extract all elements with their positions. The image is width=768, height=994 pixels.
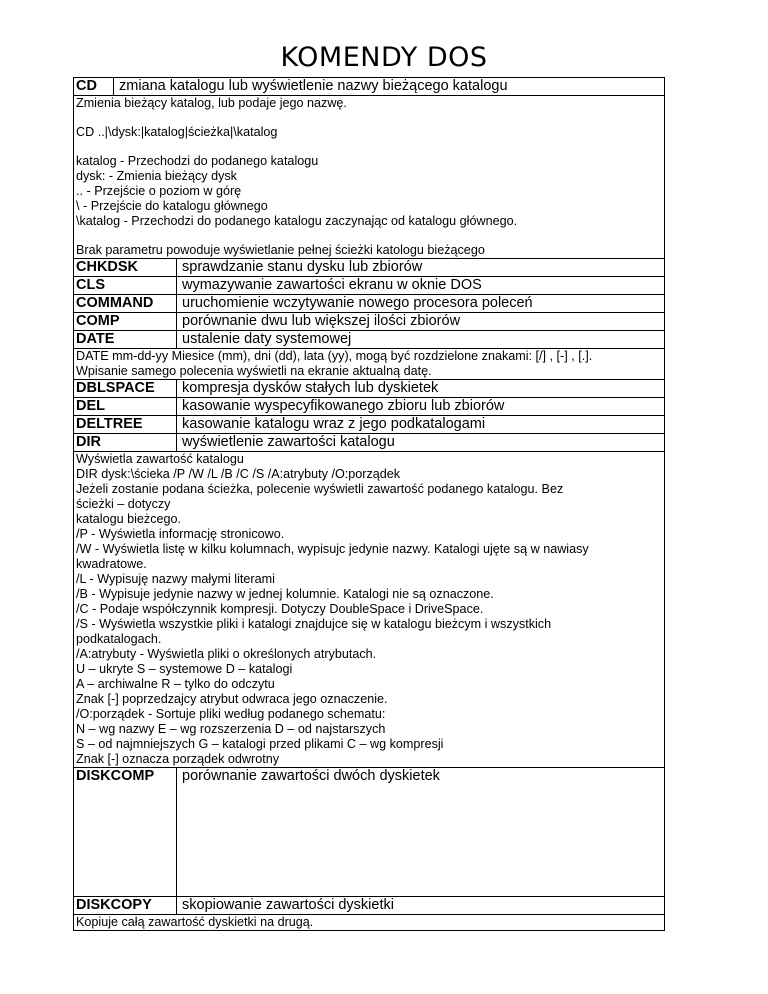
command-description: skopiowanie zawartości dyskietki	[182, 897, 394, 913]
note-line: \ - Przejście do katalogu głównego	[76, 199, 268, 213]
command-description: sprawdzanie stanu dysku lub zbiorów	[182, 259, 423, 275]
table-row	[74, 295, 664, 313]
diskcopy-notes	[74, 915, 317, 930]
note-line: Wpisanie samego polecenia wyświetli na ekranie aktualną datę.	[76, 364, 432, 378]
cd-notes-row	[74, 96, 664, 259]
table-row-diskcomp	[74, 768, 664, 897]
note-line: Znak [-] oznacza porządek odwrotny	[76, 752, 280, 766]
note-line: /B - Wypisuje jedynie nazwy w jednej kolumnie. Katalogi nie są oznaczone.	[76, 587, 494, 601]
command-description: zmiana katalogu lub wyświetlenie nazwy bieżącego katalogu	[119, 78, 508, 94]
note-line: Brak parametru powoduje wyświetlanie pełnej ścieżki katologu bieżącego	[76, 243, 485, 257]
note-line: /L - Wypisuję nazwy małymi literami	[76, 572, 275, 586]
command-description: kompresja dysków stałych lub dyskietek	[182, 380, 439, 396]
note-line: /P - Wyświetla informację stronicowo.	[76, 527, 285, 541]
command-name: DBLSPACE	[74, 380, 177, 397]
note-line: Zmienia bieżący katalog, lub podaje jego nazwę.	[76, 96, 347, 110]
note-line: dysk: - Zmienia bieżący dysk	[76, 169, 237, 183]
note-line: /O:porządek - Sortuje pliki według podanego schematu:	[76, 707, 386, 721]
note-line: N – wg nazwy E – wg rozszerzenia D – od najstarszych	[76, 722, 386, 736]
note-line: DIR dysk:\ścieka /P /W /L /B /C /S /A:atrybuty /O:porządek	[76, 467, 401, 481]
table-row-diskcopy	[74, 897, 664, 915]
command-name: DATE	[74, 331, 177, 348]
table-row	[74, 398, 664, 416]
command-name: COMMAND	[74, 295, 177, 312]
note-line: katalogu bieżcego.	[76, 512, 182, 526]
dir-notes	[74, 452, 593, 767]
note-line: kwadratowe.	[76, 557, 147, 571]
command-description: kasowanie wyspecyfikowanego zbioru lub zbiorów	[182, 398, 505, 414]
page-title: KOMENDY DOS	[280, 42, 488, 73]
note-line: DATE mm-dd-yy Miesice (mm), dni (dd), lata (yy), mogą być rozdzielone znakami: [/] , [-] , [.].	[76, 349, 593, 363]
note-line: Znak [-] poprzedzajcy atrybut odwraca jego oznaczenie.	[76, 692, 388, 706]
table-row	[74, 313, 664, 331]
table-row	[74, 380, 664, 398]
command-name: DISKCOPY	[74, 897, 177, 914]
commands-table	[73, 77, 665, 931]
command-description: uruchomienie wczytywanie nowego procesora poleceń	[182, 295, 533, 311]
note-line: U – ukryte S – systemowe D – katalogi	[76, 662, 293, 676]
note-line: ścieżki – dotyczy	[76, 497, 171, 511]
command-name: CD	[74, 78, 114, 95]
note-line: Wyświetla zawartość katalogu	[76, 452, 244, 466]
command-name: DEL	[74, 398, 177, 415]
diskcopy-notes-row	[74, 915, 664, 930]
command-description: porównanie zawartości dwóch dyskietek	[182, 768, 440, 784]
note-line: /W - Wyświetla listę w kilku kolumnach, wypisujc jedynie nazwy. Katalogi ujęte są w nawiasy	[76, 542, 589, 556]
note-line: podkatalogach.	[76, 632, 162, 646]
table-row	[74, 259, 664, 277]
note-line: .. - Przejście o poziom w górę	[76, 184, 242, 198]
table-row-cd	[74, 78, 664, 96]
note-line: Kopiuje całą zawartość dyskietki na drugą.	[76, 915, 314, 929]
note-line: CD ..|\dysk:|katalog|ścieżka|\katalog	[76, 125, 278, 139]
command-name: CLS	[74, 277, 177, 294]
note-line: /S - Wyświetla wszystkie pliki i katalogi znajdujce się w katalogu bieżcym i wszystkich	[76, 617, 552, 631]
command-description: porównanie dwu lub większej ilości zbiorów	[182, 313, 461, 329]
command-description: wymazywanie zawartości ekranu w oknie DOS	[182, 277, 482, 293]
command-description: ustalenie daty systemowej	[182, 331, 352, 347]
command-name: CHKDSK	[74, 259, 177, 276]
note-line: S – od najmniejszych G – katalogi przed plikami C – wg kompresji	[76, 737, 444, 751]
table-row	[74, 434, 664, 452]
note-line: /A:atrybuty - Wyświetla pliki o określonych atrybutach.	[76, 647, 377, 661]
command-name: DIR	[74, 434, 177, 451]
command-name: DISKCOMP	[74, 768, 177, 896]
table-row	[74, 331, 664, 349]
command-description: wyświetlenie zawartości katalogu	[182, 434, 395, 450]
command-description: kasowanie katalogu wraz z jego podkatalogami	[182, 416, 486, 432]
date-notes	[74, 349, 596, 379]
dir-notes-row	[74, 452, 664, 768]
note-line: \katalog - Przechodzi do podanego katalogu zaczynając od katalogu głównego.	[76, 214, 518, 228]
table-row	[74, 277, 664, 295]
command-name: DELTREE	[74, 416, 177, 433]
note-line: /C - Podaje współczynnik kompresji. Dotyczy DoubleSpace i DriveSpace.	[76, 602, 484, 616]
note-line: Jeżeli zostanie podana ścieżka, polecenie wyświetli zawartość podanego katalogu. Bez	[76, 482, 564, 496]
table-row	[74, 416, 664, 434]
cd-notes	[74, 96, 521, 258]
command-name: COMP	[74, 313, 177, 330]
note-line: katalog - Przechodzi do podanego katalogu	[76, 154, 319, 168]
note-line: A – archiwalne R – tylko do odczytu	[76, 677, 275, 691]
date-notes-row	[74, 349, 664, 380]
